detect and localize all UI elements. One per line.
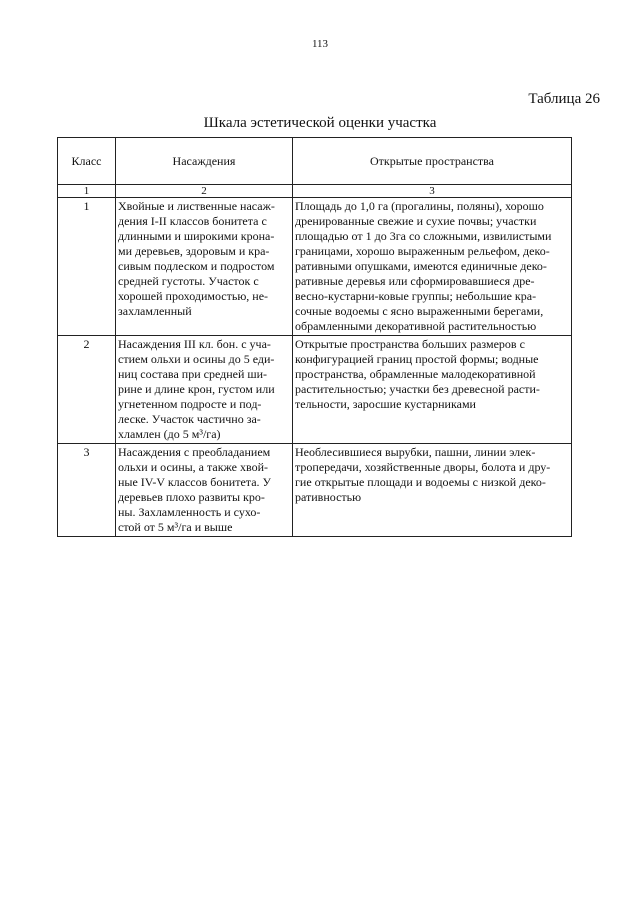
table-row (58, 336, 572, 444)
plantings-cell (116, 336, 293, 444)
cell-text-line: сивым подлеском и подростом (118, 259, 275, 273)
cell-text-line: ративными опушками, имеются единичные деко- (295, 259, 547, 273)
cell-text-line: весно-кустарни-ковые группы; небольшие кра- (295, 289, 537, 303)
cell-text-line: границами, хорошо выраженным рельефом, деко- (295, 244, 550, 258)
cell-text-line: Необлесившиеся вырубки, пашни, линии элек- (295, 445, 536, 459)
column-number: 1 (58, 185, 116, 198)
cell-text-line: сочные водоемы с ясно выраженными берегами, (295, 304, 544, 318)
cell-text-line: ны. Захламленность и сухо- (118, 505, 261, 519)
cell-text-line: дения I-II классов бонитета с (118, 214, 267, 228)
cell-text-line: Площадь до 1,0 га (прогалины, поляны), хорошо (295, 199, 544, 213)
class-cell: 1 (58, 198, 116, 336)
table-title: Шкала эстетической оценки участка (203, 115, 437, 131)
cell-text-line: площадью от 1 до 3га со сложными, извилистыми (295, 229, 552, 243)
cell-text-line: деревьев плохо развиты кро- (118, 490, 265, 504)
cell-text-line: тельности, заросшие кустарниками (295, 397, 476, 411)
cell-text-line: обрамленными декоративной растительностью (295, 319, 537, 333)
page-number: 113 (311, 38, 329, 50)
class-cell: 3 (58, 444, 116, 537)
cell-text-line: ративные деревья или сформировавшиеся дре- (295, 274, 535, 288)
cell-text-line: пространства, обрамленные малодекоративной (295, 367, 536, 381)
column-number: 3 (293, 185, 572, 198)
table-label: Таблица 26 (528, 91, 600, 107)
column-number: 2 (116, 185, 293, 198)
cell-text-line: угнетенном подросте и под- (118, 397, 262, 411)
cell-text-line: Хвойные и лиственные насаж- (118, 199, 275, 213)
column-number-row (58, 185, 572, 198)
cell-text-line: ративностью (295, 490, 362, 504)
cell-text-line: ниц состава при средней ши- (118, 367, 268, 381)
plantings-cell (116, 198, 293, 336)
open-spaces-cell (293, 444, 572, 537)
aesthetic-assessment-table (57, 137, 572, 537)
header-open-spaces: Открытые пространства (293, 138, 572, 185)
cell-text-line: захламленный (118, 304, 192, 318)
cell-text-line: средней густоты. Участок с (118, 274, 259, 288)
cell-text-line: хорошей проходимостью, не- (118, 289, 269, 303)
cell-text-line: ми деревьев, здоровым и кра- (118, 244, 270, 258)
table-row (58, 444, 572, 537)
cell-text-line: ные IV-V классов бонитета. У (118, 475, 272, 489)
cell-text-line: дренированные свежие и сухие почвы; участки (295, 214, 537, 228)
plantings-cell (116, 444, 293, 537)
header-class: Класс (58, 138, 116, 185)
cell-text-line: Насаждения с преобладанием (118, 445, 271, 459)
open-spaces-cell (293, 198, 572, 336)
cell-text-line: ольхи и осины, а также хвой- (118, 460, 269, 474)
table-row (58, 198, 572, 336)
open-spaces-cell (293, 336, 572, 444)
class-cell: 2 (58, 336, 116, 444)
cell-text-line: леске. Участок частично за- (118, 412, 261, 426)
cell-text-line: тропередачи, хозяйственные дворы, болота и дру- (295, 460, 551, 474)
cell-text-line: Открытые пространства больших размеров с (295, 337, 525, 351)
cell-text-line: Насаждения III кл. бон. с уча- (118, 337, 271, 351)
cell-text-line: рине и длине крон, густом или (118, 382, 275, 396)
cell-text-line: хламлен (до 5 м³/га) (118, 427, 221, 441)
cell-text-line: растительностью; участки без древесной расти- (295, 382, 540, 396)
cell-text-line: стой от 5 м³/га и выше (118, 520, 233, 534)
table-header-row (58, 138, 572, 185)
cell-text-line: длинными и широкими крона- (118, 229, 275, 243)
cell-text-line: гие открытые площади и водоемы с низкой деко- (295, 475, 546, 489)
header-plantings: Насаждения (116, 138, 293, 185)
cell-text-line: стием ольхи и осины до 5 еди- (118, 352, 275, 366)
cell-text-line: конфигурацией границ простой формы; водные (295, 352, 539, 366)
